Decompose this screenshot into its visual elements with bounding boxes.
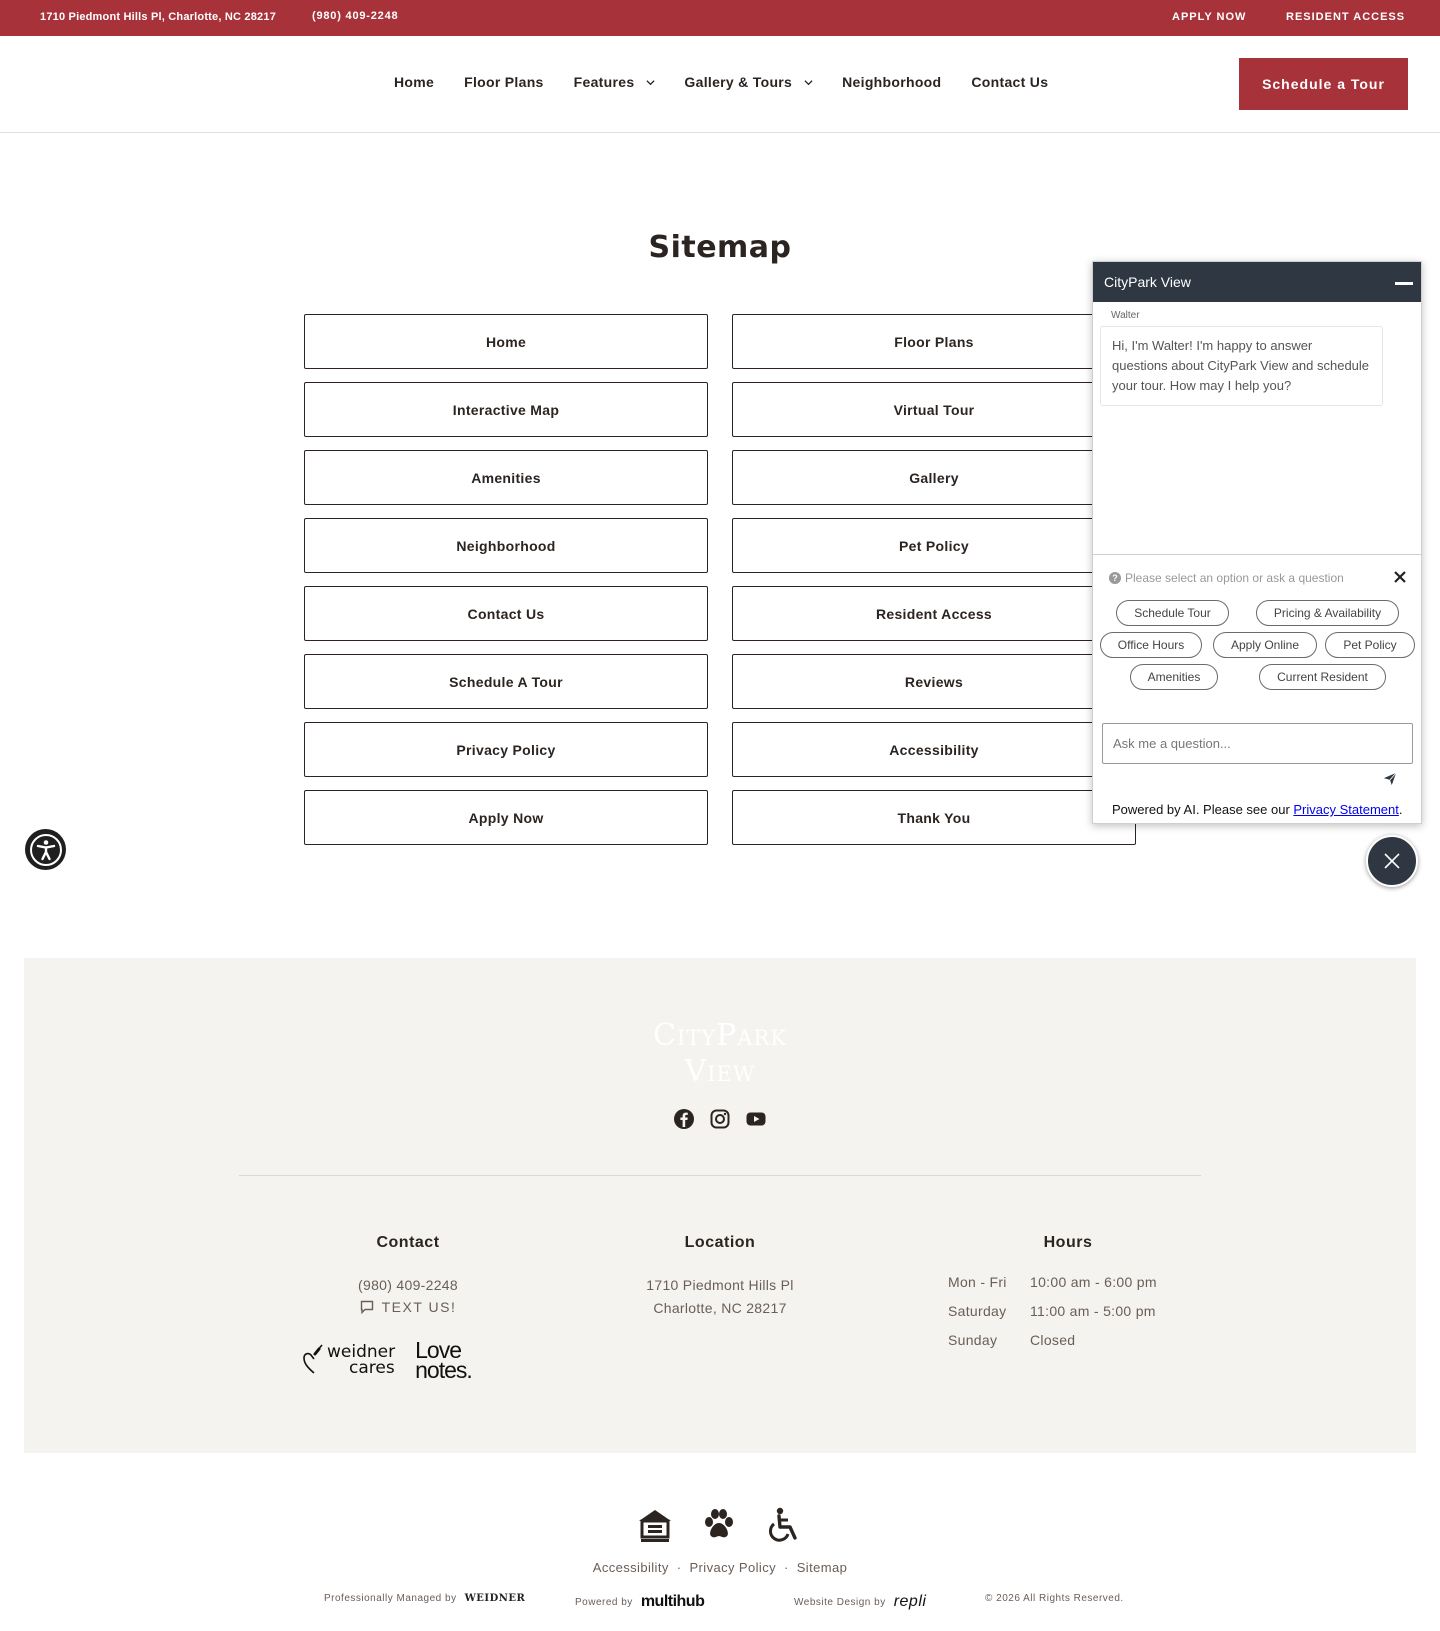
sitemap-grid (304, 314, 1136, 845)
sitemap-link-resident-access[interactable]: Resident Access (732, 586, 1136, 641)
text-us-label: TEXT US! (381, 1299, 457, 1315)
address-line-2[interactable]: Charlotte, NC 28217 (653, 1300, 787, 1316)
social-links (673, 1108, 767, 1130)
privacy-statement-link[interactable]: Privacy Statement (1293, 802, 1399, 817)
chip-apply-online[interactable]: Apply Online (1213, 632, 1317, 658)
main-nav (394, 74, 1078, 90)
chat-prompt (1109, 571, 1344, 585)
weidner-logo: WEIDNER (464, 1593, 526, 1604)
sitemap-link-thank-you[interactable]: Thank You (732, 790, 1136, 845)
sitemap-link-floor-plans[interactable]: Floor Plans (732, 314, 1136, 369)
minimize-icon[interactable] (1395, 282, 1413, 285)
instagram-icon[interactable] (709, 1108, 731, 1130)
weidner-cares-line-1: weidner (327, 1342, 396, 1362)
chat-agent-name: Walter (1111, 310, 1140, 321)
apply-now-link[interactable]: APPLY NOW (1172, 11, 1247, 23)
wheelchair-icon (764, 1506, 802, 1544)
footer-brand-logo[interactable] (24, 1018, 1416, 1090)
love-notes-line-1: Love (415, 1337, 461, 1363)
footer-phone-link[interactable]: (980) 409-2248 (358, 1277, 458, 1293)
top-bar (0, 0, 1440, 36)
chip-schedule-tour[interactable]: Schedule Tour (1116, 600, 1229, 626)
sitemap-link-virtual-tour[interactable]: Virtual Tour (732, 382, 1136, 437)
sitemap-link-reviews[interactable]: Reviews (732, 654, 1136, 709)
design-by-text: Website Design by (794, 1596, 886, 1608)
hours-day: Mon - Fri (948, 1274, 1007, 1290)
chat-title: CityPark View (1104, 274, 1191, 290)
sitemap-link-schedule-tour[interactable]: Schedule A Tour (304, 654, 708, 709)
sitemap-link[interactable]: Sitemap (796, 1560, 848, 1575)
text-us-link[interactable] (360, 1299, 457, 1315)
hours-time: 10:00 am - 6:00 pm (1030, 1274, 1157, 1290)
chip-office-hours[interactable]: Office Hours (1100, 632, 1202, 658)
sitemap-link-apply-now[interactable]: Apply Now (304, 790, 708, 845)
hours-day: Sunday (948, 1332, 998, 1348)
chip-pricing-availability[interactable]: Pricing & Availability (1256, 600, 1399, 626)
separator-dot: · (784, 1560, 789, 1575)
multihub-logo: multihub (640, 1593, 705, 1610)
sitemap-link-neighborhood[interactable]: Neighborhood (304, 518, 708, 573)
chat-header (1093, 262, 1421, 302)
copyright-text: © 2026 All Rights Reserved. (985, 1593, 1124, 1604)
send-icon[interactable] (1383, 772, 1397, 786)
compliance-icons (636, 1506, 802, 1544)
chip-amenities[interactable]: Amenities (1130, 664, 1218, 690)
sitemap-link-gallery[interactable]: Gallery (732, 450, 1136, 505)
footer-hours (948, 1234, 1188, 1361)
brand-line-2: View (684, 1054, 756, 1089)
nav-gallery-tours[interactable] (684, 74, 812, 90)
accessibility-person-icon (29, 833, 63, 867)
contact-heading: Contact (376, 1234, 440, 1251)
nav-gallery-tours-label: Gallery & Tours (684, 74, 793, 90)
chip-current-resident[interactable]: Current Resident (1259, 664, 1386, 690)
hours-time: Closed (1030, 1332, 1076, 1348)
chat-toggle-button[interactable] (1366, 835, 1418, 887)
privacy-policy-link[interactable]: Privacy Policy (689, 1560, 776, 1575)
close-icon[interactable] (1392, 569, 1408, 585)
copyright (985, 1593, 1124, 1604)
separator-dot: · (676, 1560, 682, 1575)
nav-home-label: Home (394, 74, 435, 90)
nav-floor-plans[interactable] (464, 74, 544, 90)
brand-line-1: CityPark (653, 1018, 787, 1053)
chat-widget (1092, 261, 1422, 824)
sitemap-link-contact-us[interactable]: Contact Us (304, 586, 708, 641)
resident-access-link[interactable]: RESIDENT ACCESS (1286, 11, 1406, 23)
hours-heading: Hours (1043, 1234, 1093, 1251)
chevron-down-icon (646, 78, 654, 86)
managed-by-text: Professionally Managed by (324, 1593, 457, 1604)
powered-by-text: Powered by (575, 1596, 633, 1608)
accessibility-link[interactable]: Accessibility (592, 1560, 669, 1575)
footer-legal-links (0, 1560, 1440, 1575)
sitemap-link-interactive-map[interactable]: Interactive Map (304, 382, 708, 437)
footer-divider (239, 1175, 1201, 1176)
love-notes-line-2: notes. (415, 1357, 472, 1383)
chat-input[interactable] (1102, 723, 1413, 764)
chat-message: Hi, I'm Walter! I'm happy to answer questions about CityPark View and schedule your tour. How may I help you? (1100, 326, 1383, 406)
accessibility-menu-button[interactable] (25, 829, 66, 870)
nav-features-label: Features (573, 74, 635, 90)
nav-contact-label: Contact Us (971, 74, 1049, 90)
nav-neighborhood[interactable] (842, 74, 941, 90)
page-title: Sitemap (648, 230, 792, 265)
powered-text: Powered by AI. Please see our (1112, 802, 1294, 817)
topbar-phone-link[interactable]: (980) 409-2248 (312, 10, 399, 22)
nav-floor-plans-label: Floor Plans (464, 74, 544, 90)
chat-prompt-text: Please select an option or ask a question (1125, 571, 1344, 585)
design-by-credit[interactable] (794, 1593, 926, 1611)
footer-location (585, 1234, 855, 1320)
nav-neighborhood-label: Neighborhood (842, 74, 942, 90)
weidner-cares-logo (303, 1343, 395, 1377)
location-heading: Location (684, 1234, 756, 1251)
youtube-icon[interactable] (745, 1108, 767, 1130)
nav-features[interactable] (574, 74, 655, 90)
chat-powered-note (1112, 802, 1403, 817)
footer-contact (293, 1234, 523, 1319)
managed-by-credit[interactable] (324, 1593, 525, 1604)
address-line-1[interactable]: 1710 Piedmont Hills Pl (646, 1277, 794, 1293)
hours-time: 11:00 am - 5:00 pm (1030, 1303, 1156, 1319)
chat-bubble-icon (360, 1300, 374, 1314)
weidner-cares-line-2: cares (349, 1358, 395, 1378)
hours-row (948, 1332, 1188, 1361)
schedule-tour-button[interactable]: Schedule a Tour (1239, 58, 1408, 110)
site-header (0, 36, 1440, 133)
powered-by-credit[interactable] (575, 1593, 704, 1611)
chevron-down-icon (804, 78, 812, 86)
site-footer (24, 958, 1416, 1453)
paw-icon (700, 1506, 738, 1544)
hours-row (948, 1274, 1188, 1303)
love-notes-logo (415, 1337, 472, 1383)
sitemap-link-privacy-policy[interactable]: Privacy Policy (304, 722, 708, 777)
nav-home[interactable] (394, 74, 434, 90)
repli-logo: repli (893, 1593, 927, 1610)
footer-partner-logos (303, 1337, 472, 1383)
sitemap-link-accessibility[interactable]: Accessibility (732, 722, 1136, 777)
chip-pet-policy[interactable]: Pet Policy (1325, 632, 1415, 658)
close-icon (1383, 852, 1401, 870)
chat-divider (1093, 554, 1421, 555)
heart-icon (303, 1343, 325, 1377)
equal-housing-icon (636, 1506, 674, 1544)
powered-suffix: . (1398, 802, 1403, 817)
help-icon: ? (1109, 572, 1121, 584)
hours-day: Saturday (948, 1303, 1007, 1319)
sitemap-link-amenities[interactable]: Amenities (304, 450, 708, 505)
sitemap-link-pet-policy[interactable]: Pet Policy (732, 518, 1136, 573)
topbar-address: 1710 Piedmont Hills Pl, Charlotte, NC 28217 (40, 11, 277, 23)
sitemap-link-home[interactable]: Home (304, 314, 708, 369)
facebook-icon[interactable] (673, 1108, 695, 1130)
nav-contact[interactable] (971, 74, 1048, 90)
hours-row (948, 1303, 1188, 1332)
